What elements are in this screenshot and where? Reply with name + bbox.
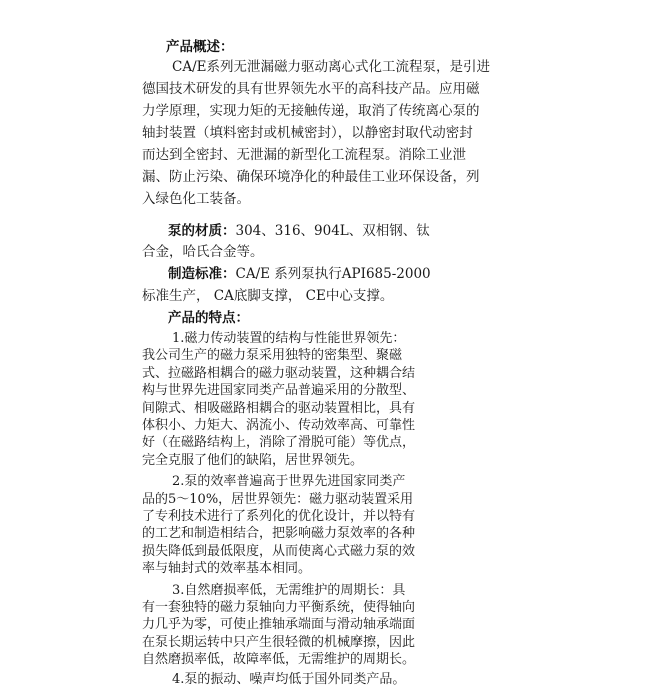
features-line: 的工艺和制造相结合，把影响磁力泵效率的各种	[142, 526, 416, 542]
features-line: 自然磨损率低，故障率低，无需维护的周期长。	[142, 652, 416, 668]
overview-line: 德国技术研发的具有世界领先水平的高科技产品。应用磁	[142, 81, 480, 97]
material-line: 合金，哈氏合金等。	[142, 244, 264, 260]
features-line: 式、拉磁路相耦合的磁力驱动装置，这种耦合结	[142, 365, 416, 381]
features-line: 我公司生产的磁力泵采用独特的密集型、聚磁	[142, 348, 403, 364]
features-line: 3.自然磨损率低，无需维护的周期长：具	[172, 582, 406, 598]
features-line: 损失降低到最低限度，从而使离心式磁力泵的效	[142, 543, 416, 559]
material-value: 304、316、904L、双相钢、钛	[235, 223, 430, 239]
features-line: 在泵长期运转中只产生很轻微的机械摩擦，因此	[142, 634, 416, 650]
overview-line: 力学原理，实现力矩的无接触传递，取消了传统离心泵的	[142, 103, 480, 119]
overview-line: 入绿色化工装备。	[142, 191, 250, 207]
features-line: 品的5～10%，居世界领先：磁力驱动装置采用	[142, 491, 414, 507]
features-line: 完全克服了他们的缺陷，居世界领先。	[142, 452, 364, 468]
features-line: 了专利技术进行了系列化的优化设计，并以特有	[142, 509, 416, 524]
features-line: 体积小、力矩大、涡流小、传动效率高、可靠性	[142, 418, 416, 433]
overview-line: 漏、防止污染、确保环境净化的种最佳工业环保设备，列	[142, 169, 480, 185]
material-row	[168, 220, 430, 242]
features-line: 构与世界先进国家同类产品普遍采用的分散型、	[142, 383, 416, 399]
features-line: 好（在磁路结构上，消除了滑脱可能）等优点，	[142, 435, 416, 451]
overview-heading: 产品概述：	[166, 39, 234, 55]
features-line: 间隙式、相吸磁路相耦合的驱动装置相比，具有	[142, 400, 416, 416]
features-line: 1.磁力传动装置的结构与性能世界领先：	[172, 331, 406, 346]
features-line: 4.泵的振动、噪声均低于国外同类产品。	[172, 671, 406, 687]
standard-heading: 制造标准：	[168, 266, 236, 282]
overview-line: 轴封装置（填料密封或机械密封），以静密封取代动密封	[142, 125, 473, 141]
features-line: 2.泵的效率普遍高于世界先进国家同类产	[172, 474, 406, 490]
overview-line: CA/E系列无泄漏磁力驱动离心式化工流程泵，是引进	[172, 59, 490, 75]
standard-row	[168, 263, 431, 285]
features-heading: 产品的特点：	[168, 310, 249, 326]
overview-line: 而达到全密封、无泄漏的新型化工流程泵。消除工业泄	[142, 147, 466, 163]
features-line: 有一套独特的磁力泵轴向力平衡系统，使得轴向	[142, 600, 416, 615]
material-heading: 泵的材质：	[168, 223, 236, 239]
features-line: 力几乎为零，可使止推轴承端面与滑动轴承端面	[142, 617, 416, 633]
standard-value: CA/E 系列泵执行API685-2000	[235, 266, 431, 282]
standard-line: 标准生产， CA底脚支撑， CE中心支撑。	[142, 288, 394, 304]
features-line: 率与轴封式的效率基本相同。	[142, 561, 312, 577]
